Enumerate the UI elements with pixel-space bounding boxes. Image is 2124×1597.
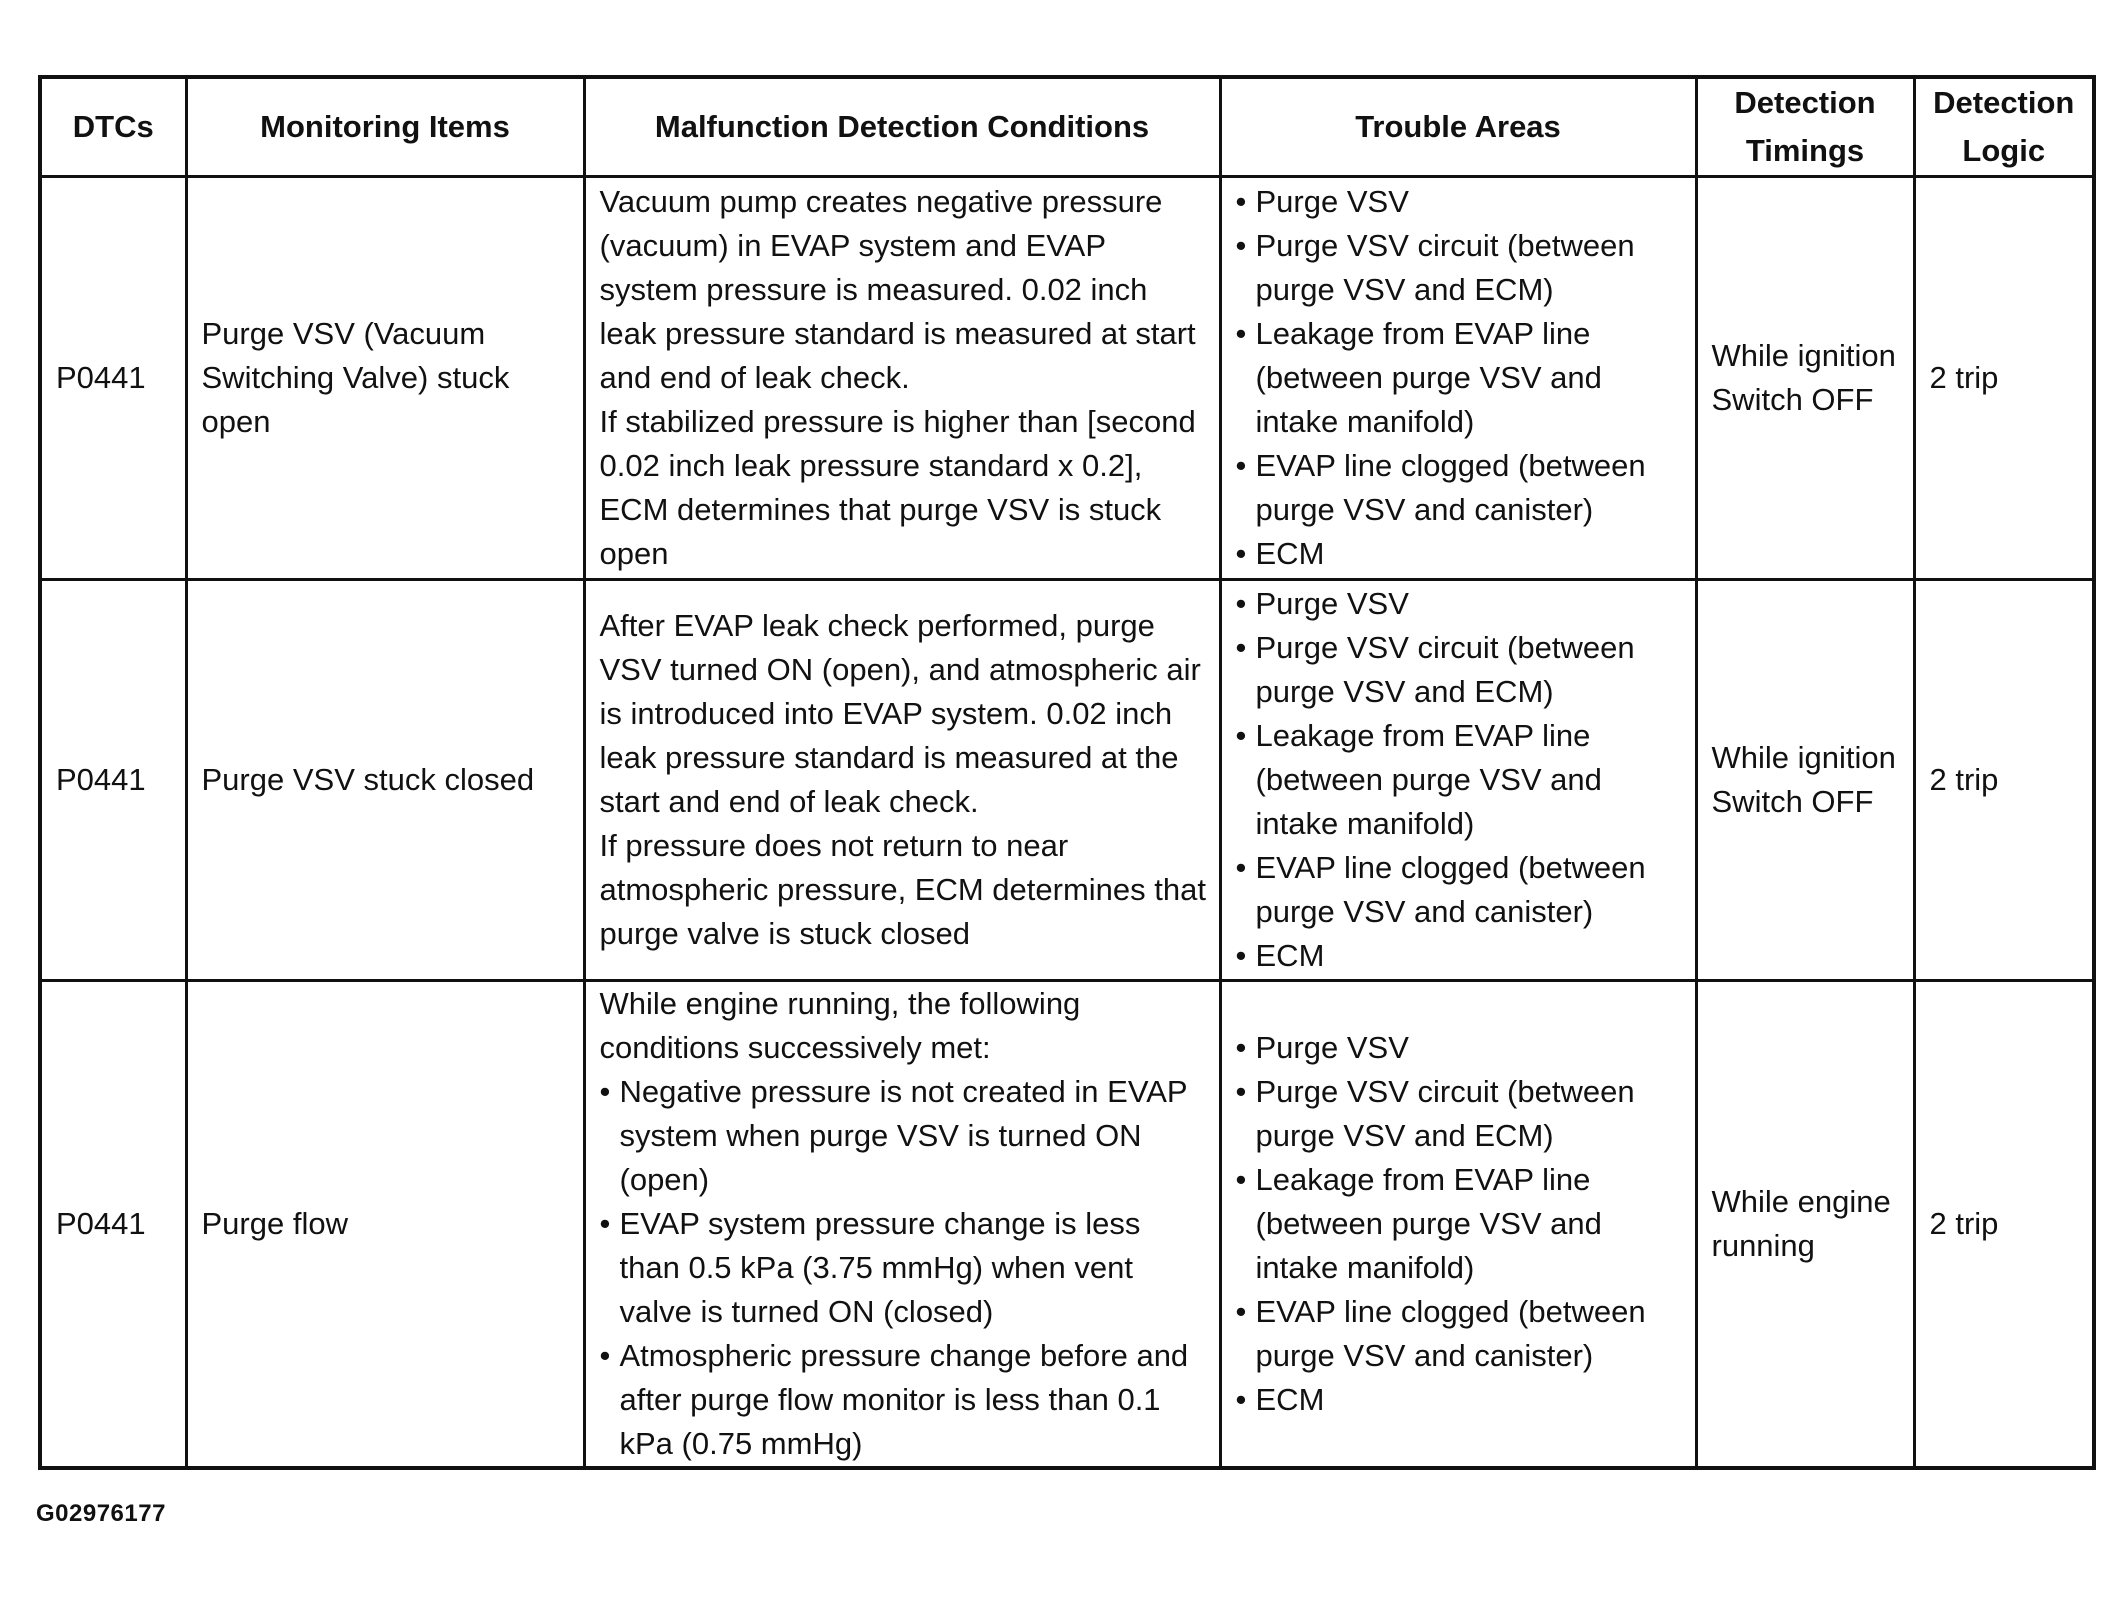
header-detection-timings: Detection Timings: [1696, 77, 1914, 177]
trouble-area-text: Leakage from EVAP line (between purge VSV and intake manifold): [1255, 316, 1602, 439]
trouble-area-text: ECM: [1255, 938, 1325, 973]
trouble-area-text: EVAP line clogged (between purge VSV and canister): [1255, 1294, 1646, 1373]
table-row: [40, 580, 2094, 981]
trouble-area-text: Leakage from EVAP line (between purge VSV and intake manifold): [1255, 718, 1602, 841]
condition-paragraph: If pressure does not return to near atmospheric pressure, ECM determines that purge valve is stuck closed: [599, 828, 1206, 951]
trouble-area-text: ECM: [1255, 1382, 1325, 1417]
condition-paragraph: While engine running, the following conditions successively met:: [599, 986, 1081, 1065]
trouble-areas-cell: [1220, 177, 1696, 580]
conditions-cell: [584, 981, 1220, 1469]
trouble-area-text: Leakage from EVAP line (between purge VSV and intake manifold): [1255, 1162, 1602, 1285]
trouble-area-item: [1236, 532, 1683, 576]
dtc-cell: P0441: [40, 981, 186, 1469]
bullet-dot-icon: •: [1235, 1074, 1247, 1109]
table-row: [40, 177, 2094, 580]
trouble-area-item: [1236, 444, 1683, 532]
detection-logic-cell: 2 trip: [1914, 981, 2094, 1469]
condition-bullet-text: EVAP system pressure change is less than 0.5 kPa (3.75 mmHg) when vent valve is turned ON (closed): [619, 1206, 1141, 1329]
condition-bullet-text: Negative pressure is not created in EVAP system when purge VSV is turned ON (open): [619, 1074, 1187, 1197]
bullet-dot-icon: •: [1235, 586, 1247, 621]
trouble-area-text: Purge VSV: [1255, 184, 1409, 219]
trouble-areas-cell: [1220, 580, 1696, 981]
trouble-area-item: [1236, 1378, 1683, 1422]
trouble-area-text: Purge VSV: [1255, 586, 1409, 621]
trouble-area-text: EVAP line clogged (between purge VSV and canister): [1255, 448, 1646, 527]
bullet-dot-icon: •: [1235, 184, 1247, 219]
trouble-area-item: [1236, 312, 1683, 444]
bullet-dot-icon: •: [599, 1074, 611, 1109]
trouble-area-item: [1236, 1290, 1683, 1378]
trouble-areas-list: [1236, 180, 1683, 576]
dtc-table: [38, 75, 2096, 1470]
condition-bullet-item: [600, 1202, 1207, 1334]
bullet-dot-icon: •: [1235, 1030, 1247, 1065]
header-monitoring-items: Monitoring Items: [186, 77, 584, 177]
detection-timing-cell: While ignition Switch OFF: [1696, 580, 1914, 981]
trouble-area-item: [1236, 714, 1683, 846]
bullet-dot-icon: •: [1235, 536, 1247, 571]
detection-logic-cell: 2 trip: [1914, 177, 2094, 580]
condition-bullet-text: Atmospheric pressure change before and after purge flow monitor is less than 0.1 kPa (0.75 mmHg): [619, 1338, 1189, 1461]
header-malfunction-conditions: Malfunction Detection Conditions: [584, 77, 1220, 177]
bullet-dot-icon: •: [1235, 938, 1247, 973]
trouble-area-text: EVAP line clogged (between purge VSV and canister): [1255, 850, 1646, 929]
trouble-area-text: Purge VSV circuit (between purge VSV and ECM): [1255, 228, 1635, 307]
table-body: [40, 177, 2094, 1469]
bullet-dot-icon: •: [1235, 316, 1247, 351]
trouble-area-text: Purge VSV circuit (between purge VSV and ECM): [1255, 630, 1635, 709]
trouble-area-item: [1236, 224, 1683, 312]
header-trouble-areas: Trouble Areas: [1220, 77, 1696, 177]
header-dtcs: DTCs: [40, 77, 186, 177]
trouble-areas-list: [1236, 1026, 1683, 1422]
bullet-dot-icon: •: [1235, 448, 1247, 483]
condition-paragraph: After EVAP leak check performed, purge VSV turned ON (open), and atmospheric air is introduced into EVAP system. 0.02 inch leak pressure standard is measured at the start and end of leak check.: [599, 608, 1201, 819]
dtc-cell: P0441: [40, 177, 186, 580]
trouble-area-item: [1236, 1026, 1683, 1070]
bullet-dot-icon: •: [1235, 718, 1247, 753]
figure-id: G02976177: [36, 1500, 166, 1527]
bullet-dot-icon: •: [599, 1206, 611, 1241]
bullet-dot-icon: •: [1235, 1382, 1247, 1417]
dtc-cell: P0441: [40, 580, 186, 981]
header-row: [40, 77, 2094, 177]
conditions-cell: [584, 177, 1220, 580]
condition-paragraph: Vacuum pump creates negative pressure (vacuum) in EVAP system and EVAP system pressure is measured. 0.02 inch leak pressure standard is measured at start and end of leak check.: [599, 184, 1196, 395]
condition-bullet-list: [600, 1070, 1207, 1466]
conditions-cell: [584, 580, 1220, 981]
bullet-dot-icon: •: [1235, 228, 1247, 263]
detection-logic-cell: 2 trip: [1914, 580, 2094, 981]
monitoring-item-cell: Purge VSV stuck closed: [186, 580, 584, 981]
bullet-dot-icon: •: [599, 1338, 611, 1373]
detection-timing-cell: While engine running: [1696, 981, 1914, 1469]
bullet-dot-icon: •: [1235, 630, 1247, 665]
trouble-area-item: [1236, 1070, 1683, 1158]
trouble-area-item: [1236, 1158, 1683, 1290]
monitoring-item-cell: Purge flow: [186, 981, 584, 1469]
trouble-areas-cell: [1220, 981, 1696, 1469]
header-detection-logic: Detection Logic: [1914, 77, 2094, 177]
table-row: [40, 981, 2094, 1469]
trouble-area-item: [1236, 846, 1683, 934]
trouble-areas-list: [1236, 582, 1683, 978]
condition-bullet-item: [600, 1070, 1207, 1202]
trouble-area-text: Purge VSV circuit (between purge VSV and ECM): [1255, 1074, 1635, 1153]
trouble-area-item: [1236, 626, 1683, 714]
bullet-dot-icon: •: [1235, 1162, 1247, 1197]
trouble-area-item: [1236, 180, 1683, 224]
condition-paragraph: If stabilized pressure is higher than [second 0.02 inch leak pressure standard x 0.2], ECM determines that purge VSV is stuck open: [599, 404, 1196, 571]
condition-bullet-item: [600, 1334, 1207, 1466]
trouble-area-item: [1236, 934, 1683, 978]
bullet-dot-icon: •: [1235, 850, 1247, 885]
monitoring-item-cell: Purge VSV (Vacuum Switching Valve) stuck open: [186, 177, 584, 580]
trouble-area-item: [1236, 582, 1683, 626]
trouble-area-text: Purge VSV: [1255, 1030, 1409, 1065]
detection-timing-cell: While ignition Switch OFF: [1696, 177, 1914, 580]
bullet-dot-icon: •: [1235, 1294, 1247, 1329]
trouble-area-text: ECM: [1255, 536, 1325, 571]
